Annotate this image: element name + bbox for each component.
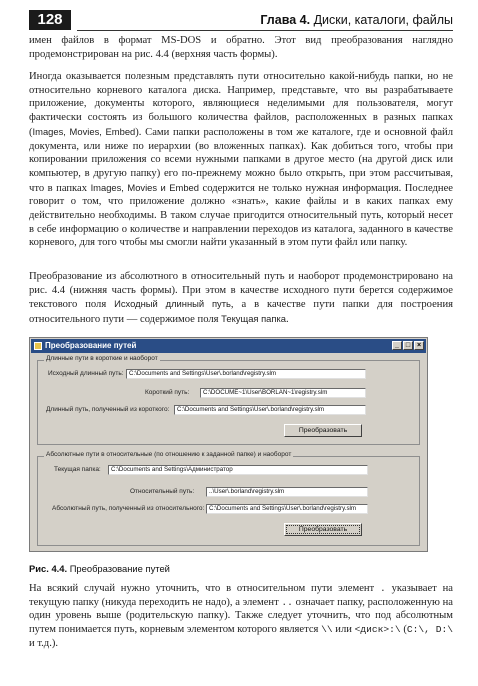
- source-path-input[interactable]: C:\Documents and Settings\User\.borland\registry.slm: [126, 369, 366, 379]
- figure-number: Рис. 4.4.: [29, 563, 68, 574]
- chapter-name: Диски, каталоги, файлы: [313, 13, 453, 27]
- chapter-title: [77, 10, 453, 31]
- page-header: [29, 10, 453, 30]
- source-path-label: Исходный длинный путь:: [48, 370, 124, 377]
- paragraph-2-text-b: ). Сами папки расположены в том же каталоге, где и основной файл документа, или ниже по иерархии (во вложенных папках). Как добиться того, чтобы при копировании приложения со всеми нужными папками в другое место (на другой диск или компьютер, в другую папку) его по-прежнему можно было открыть, при этом рассчитывая, что в папках: [29, 126, 453, 194]
- current-folder-input[interactable]: C:\Documents and Settings\Администратор: [108, 465, 368, 475]
- paragraph-2: [29, 70, 453, 250]
- code-dot: .: [380, 583, 386, 594]
- short-path-input[interactable]: C:\DOCUME~1\User\BORLAN~1\registry.slm: [200, 388, 366, 398]
- short-path-label: Короткий путь:: [145, 389, 190, 396]
- paragraph-4-text-e: (: [400, 624, 407, 636]
- relative-path-label: Относительный путь:: [130, 488, 195, 495]
- paragraph-3-text-b: , а в качестве пути папки для построения относительного пути — содержимое поля: [29, 299, 453, 326]
- convert-button-top[interactable]: Преобразовать: [284, 424, 362, 437]
- dialog-title: Преобразование путей: [45, 341, 137, 350]
- code-dotdot: ..: [281, 596, 293, 608]
- absolute-path-input[interactable]: C:\Documents and Settings\User\.borland\registry.slm: [206, 504, 368, 514]
- paragraph-3-text-c: .: [285, 314, 289, 326]
- absolute-path-label: Абсолютный путь, полученный из относительного:: [52, 505, 205, 512]
- paragraph-2-text-c: содержится не только нужная информация. Последнее говорит о том, что приложение должно «знать», какие файлы и в каких папках ему действительно необходимы. В таком случае пригодится относительный путь, который несет в себе информацию о количестве и направлении переходов из каталога, заданного в качестве корневого, для того чтобы мы смогли найти указанный в этом пути файл или папку.: [29, 182, 453, 249]
- paragraph-4-text-a: На всякий случай нужно уточнить, что в относительном пути элемент: [29, 583, 381, 594]
- chapter-label: Глава 4.: [260, 13, 311, 27]
- paragraph-4-text-c: означает папку, расположенную на один уровень выше (родительскую папку). Также следует уточнить, что под абсолютным путем понимается путь, корневым элементом которого является: [29, 596, 453, 636]
- folders-list-1: Images, Movies, Embed: [32, 125, 136, 137]
- close-icon[interactable]: ×: [414, 341, 424, 350]
- relative-path-input[interactable]: ..\User\.borland\registry.slm: [206, 487, 368, 497]
- dialog-titlebar: [31, 339, 426, 353]
- paragraph-2-text-a: Иногда оказывается полезным представлять пути относительно какой-нибудь папки, но не относительно корневого каталога диска. Например, представьте, что вы разрабатываете приложение, документы которого, являющиеся неделимыми для пользователя, могут фактически состоять из большого количества файлов, расположенных в разных папках (: [29, 71, 453, 138]
- convert-button-bottom[interactable]: Преобразовать: [284, 523, 362, 536]
- paragraph-3-text-a: Преобразование из абсолютного в относительный путь и наоборот продемонстрировано на рис. 4.4 (нижняя часть формы). При этом в качестве исходного пути берется содержимое текстового поля: [29, 271, 453, 311]
- maximize-icon[interactable]: □: [403, 341, 413, 350]
- figure-dialog-screenshot: [29, 337, 428, 552]
- field-name-source: Исходный длинный путь: [114, 298, 231, 310]
- group-long-short-label: Длинные пути в короткие и наоборот: [46, 355, 158, 362]
- current-folder-label: Текущая папка:: [54, 466, 101, 473]
- figure-caption-text: Преобразование путей: [69, 563, 170, 574]
- paragraph-4-text-d: или: [332, 624, 355, 636]
- figure-caption: [29, 563, 170, 574]
- page-number: 128: [29, 10, 71, 30]
- paragraph-4: [29, 582, 453, 651]
- folders-list-2: Images, Movies и Embed: [90, 181, 199, 193]
- code-drive: <диск>:\: [354, 624, 401, 636]
- minimize-icon[interactable]: _: [392, 341, 402, 350]
- group-absolute-relative-label: Абсолютные пути в относительные (по отношению к заданной папке) и наоборот: [46, 451, 292, 458]
- app-icon: [34, 342, 42, 350]
- paragraph-1: имен файлов в формат MS-DOS и обратно. Этот вид преобразования наглядно продемонстрирован на рис. 4.4 (верхняя часть формы).: [29, 35, 453, 60]
- long-from-short-input[interactable]: C:\Documents and Settings\User\.borland\registry.slm: [174, 405, 366, 415]
- group-absolute-relative: [37, 451, 420, 546]
- code-unc: \\: [321, 624, 333, 636]
- code-drives: C:\, D:\: [406, 624, 453, 636]
- field-name-current-folder: Текущая папка: [221, 313, 286, 325]
- group-long-short: [37, 355, 420, 445]
- long-from-short-label: Длинный путь, полученный из короткого:: [46, 406, 170, 413]
- paragraph-4-text-f: и т.д.).: [29, 637, 59, 649]
- paragraph-4-text-b: указывает на текущую папку (никуда переходить не надо), а элемент: [29, 583, 453, 608]
- paragraph-3: [29, 270, 453, 327]
